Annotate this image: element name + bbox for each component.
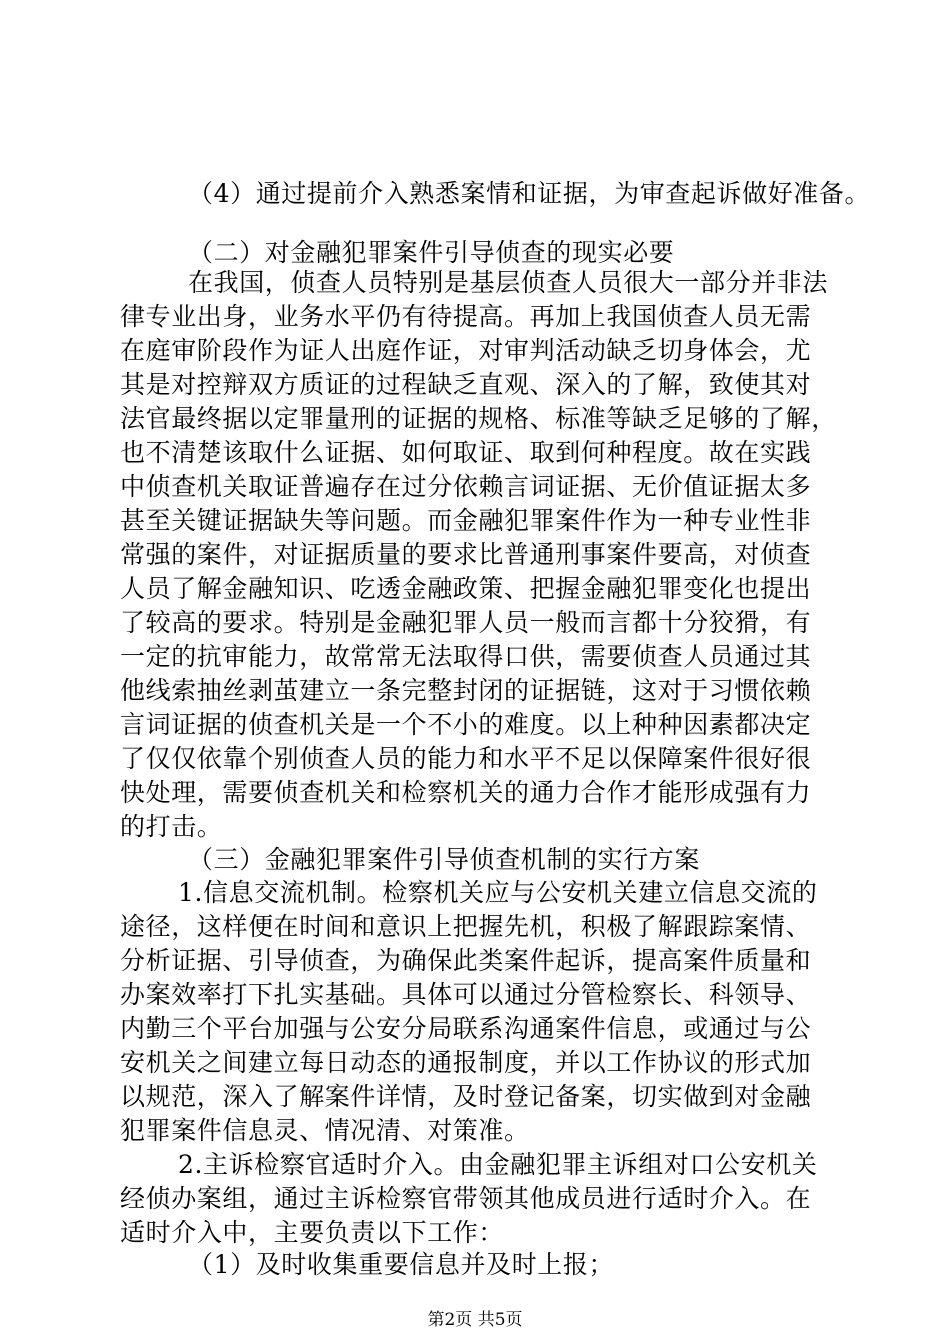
paragraph-line: 途径，这样便在时间和意识上把握先机，积极了解跟踪案情、 xyxy=(120,912,812,941)
section-heading-2: （二）对金融犯罪案件引导侦查的现实必要 xyxy=(188,238,675,267)
paragraph-line: 他线索抽丝剥茧建立一条完整封闭的证据链，这对于习惯依赖 xyxy=(120,676,812,705)
paragraph-line: 分析证据、引导侦查，为确保此类案件起诉，提高案件质量和 xyxy=(120,946,812,975)
list-item-1: （1）及时收集重要信息并及时上报； xyxy=(188,1250,615,1279)
paragraph-line: 快处理，需要侦查机关和检察机关的通力合作才能形成强有力 xyxy=(120,778,812,807)
paragraph-line: 言词证据的侦查机关是一个不小的难度。以上种种因素都决定 xyxy=(120,710,812,739)
paragraph-line: 1.信息交流机制。检察机关应与公安机关建立信息交流的 xyxy=(178,878,818,907)
paragraph-line: 中侦查机关取证普遍存在过分依赖言词证据、无价值证据太多 xyxy=(120,472,812,501)
paragraph-line: 了仅仅依靠个别侦查人员的能力和水平不足以保障案件很好很 xyxy=(120,744,812,773)
paragraph-line: 一定的抗审能力，故常常无法取得口供，需要侦查人员通过其 xyxy=(120,642,812,671)
paragraph-line: 了较高的要求。特别是金融犯罪人员一般而言都十分狡猾，有 xyxy=(120,608,812,637)
paragraph-line: 人员了解金融知识、吃透金融政策、把握金融犯罪变化也提出 xyxy=(120,574,812,603)
paragraph-line: 经侦办案组，通过主诉检察官带领其他成员进行适时介入。在 xyxy=(120,1184,812,1213)
paragraph-line: 其是对控辩双方质证的过程缺乏直观、深入的了解，致使其对 xyxy=(120,370,812,399)
paragraph-line: 2.主诉检察官适时介入。由金融犯罪主诉组对口公安机关 xyxy=(178,1150,818,1179)
page-number: 第2页 共5页 xyxy=(427,1310,523,1330)
paragraph-line: 也不清楚该取什么证据、如何取证、取到何种程度。故在实践 xyxy=(120,438,812,467)
paragraph-line: 安机关之间建立每日动态的通报制度，并以工作协议的形式加 xyxy=(120,1048,812,1077)
paragraph-line: 甚至关键证据缺失等问题。而金融犯罪案件作为一种专业性非 xyxy=(120,506,812,535)
section-heading-3: （三）金融犯罪案件引导侦查机制的实行方案 xyxy=(188,845,701,874)
paragraph-line: 犯罪案件信息灵、情况清、对策准。 xyxy=(120,1116,530,1145)
list-item-4: （4）通过提前介入熟悉案情和证据，为审查起诉做好准备。 xyxy=(188,179,871,208)
paragraph-line: 内勤三个平台加强与公安分局联系沟通案件信息，或通过与公 xyxy=(120,1014,812,1043)
paragraph-line: 在我国，侦查人员特别是基层侦查人员很大一部分并非法 xyxy=(188,268,829,297)
paragraph-line: 的打击。 xyxy=(120,812,223,841)
paragraph-line: 以规范，深入了解案件详情，及时登记备案，切实做到对金融 xyxy=(120,1082,812,1111)
paragraph-line: 律专业出身，业务水平仍有待提高。再加上我国侦查人员无需 xyxy=(120,302,812,331)
paragraph-line: 法官最终据以定罪量刑的证据的规格、标准等缺乏足够的了解， xyxy=(120,404,837,433)
paragraph-line: 在庭审阶段作为证人出庭作证，对审判活动缺乏切身体会，尤 xyxy=(120,336,812,365)
paragraph-line: 适时介入中，主要负责以下工作： xyxy=(120,1218,505,1247)
paragraph-line: 常强的案件，对证据质量的要求比普通刑事案件要高，对侦查 xyxy=(120,540,812,569)
paragraph-line: 办案效率打下扎实基础。具体可以通过分管检察长、科领导、 xyxy=(120,980,812,1009)
